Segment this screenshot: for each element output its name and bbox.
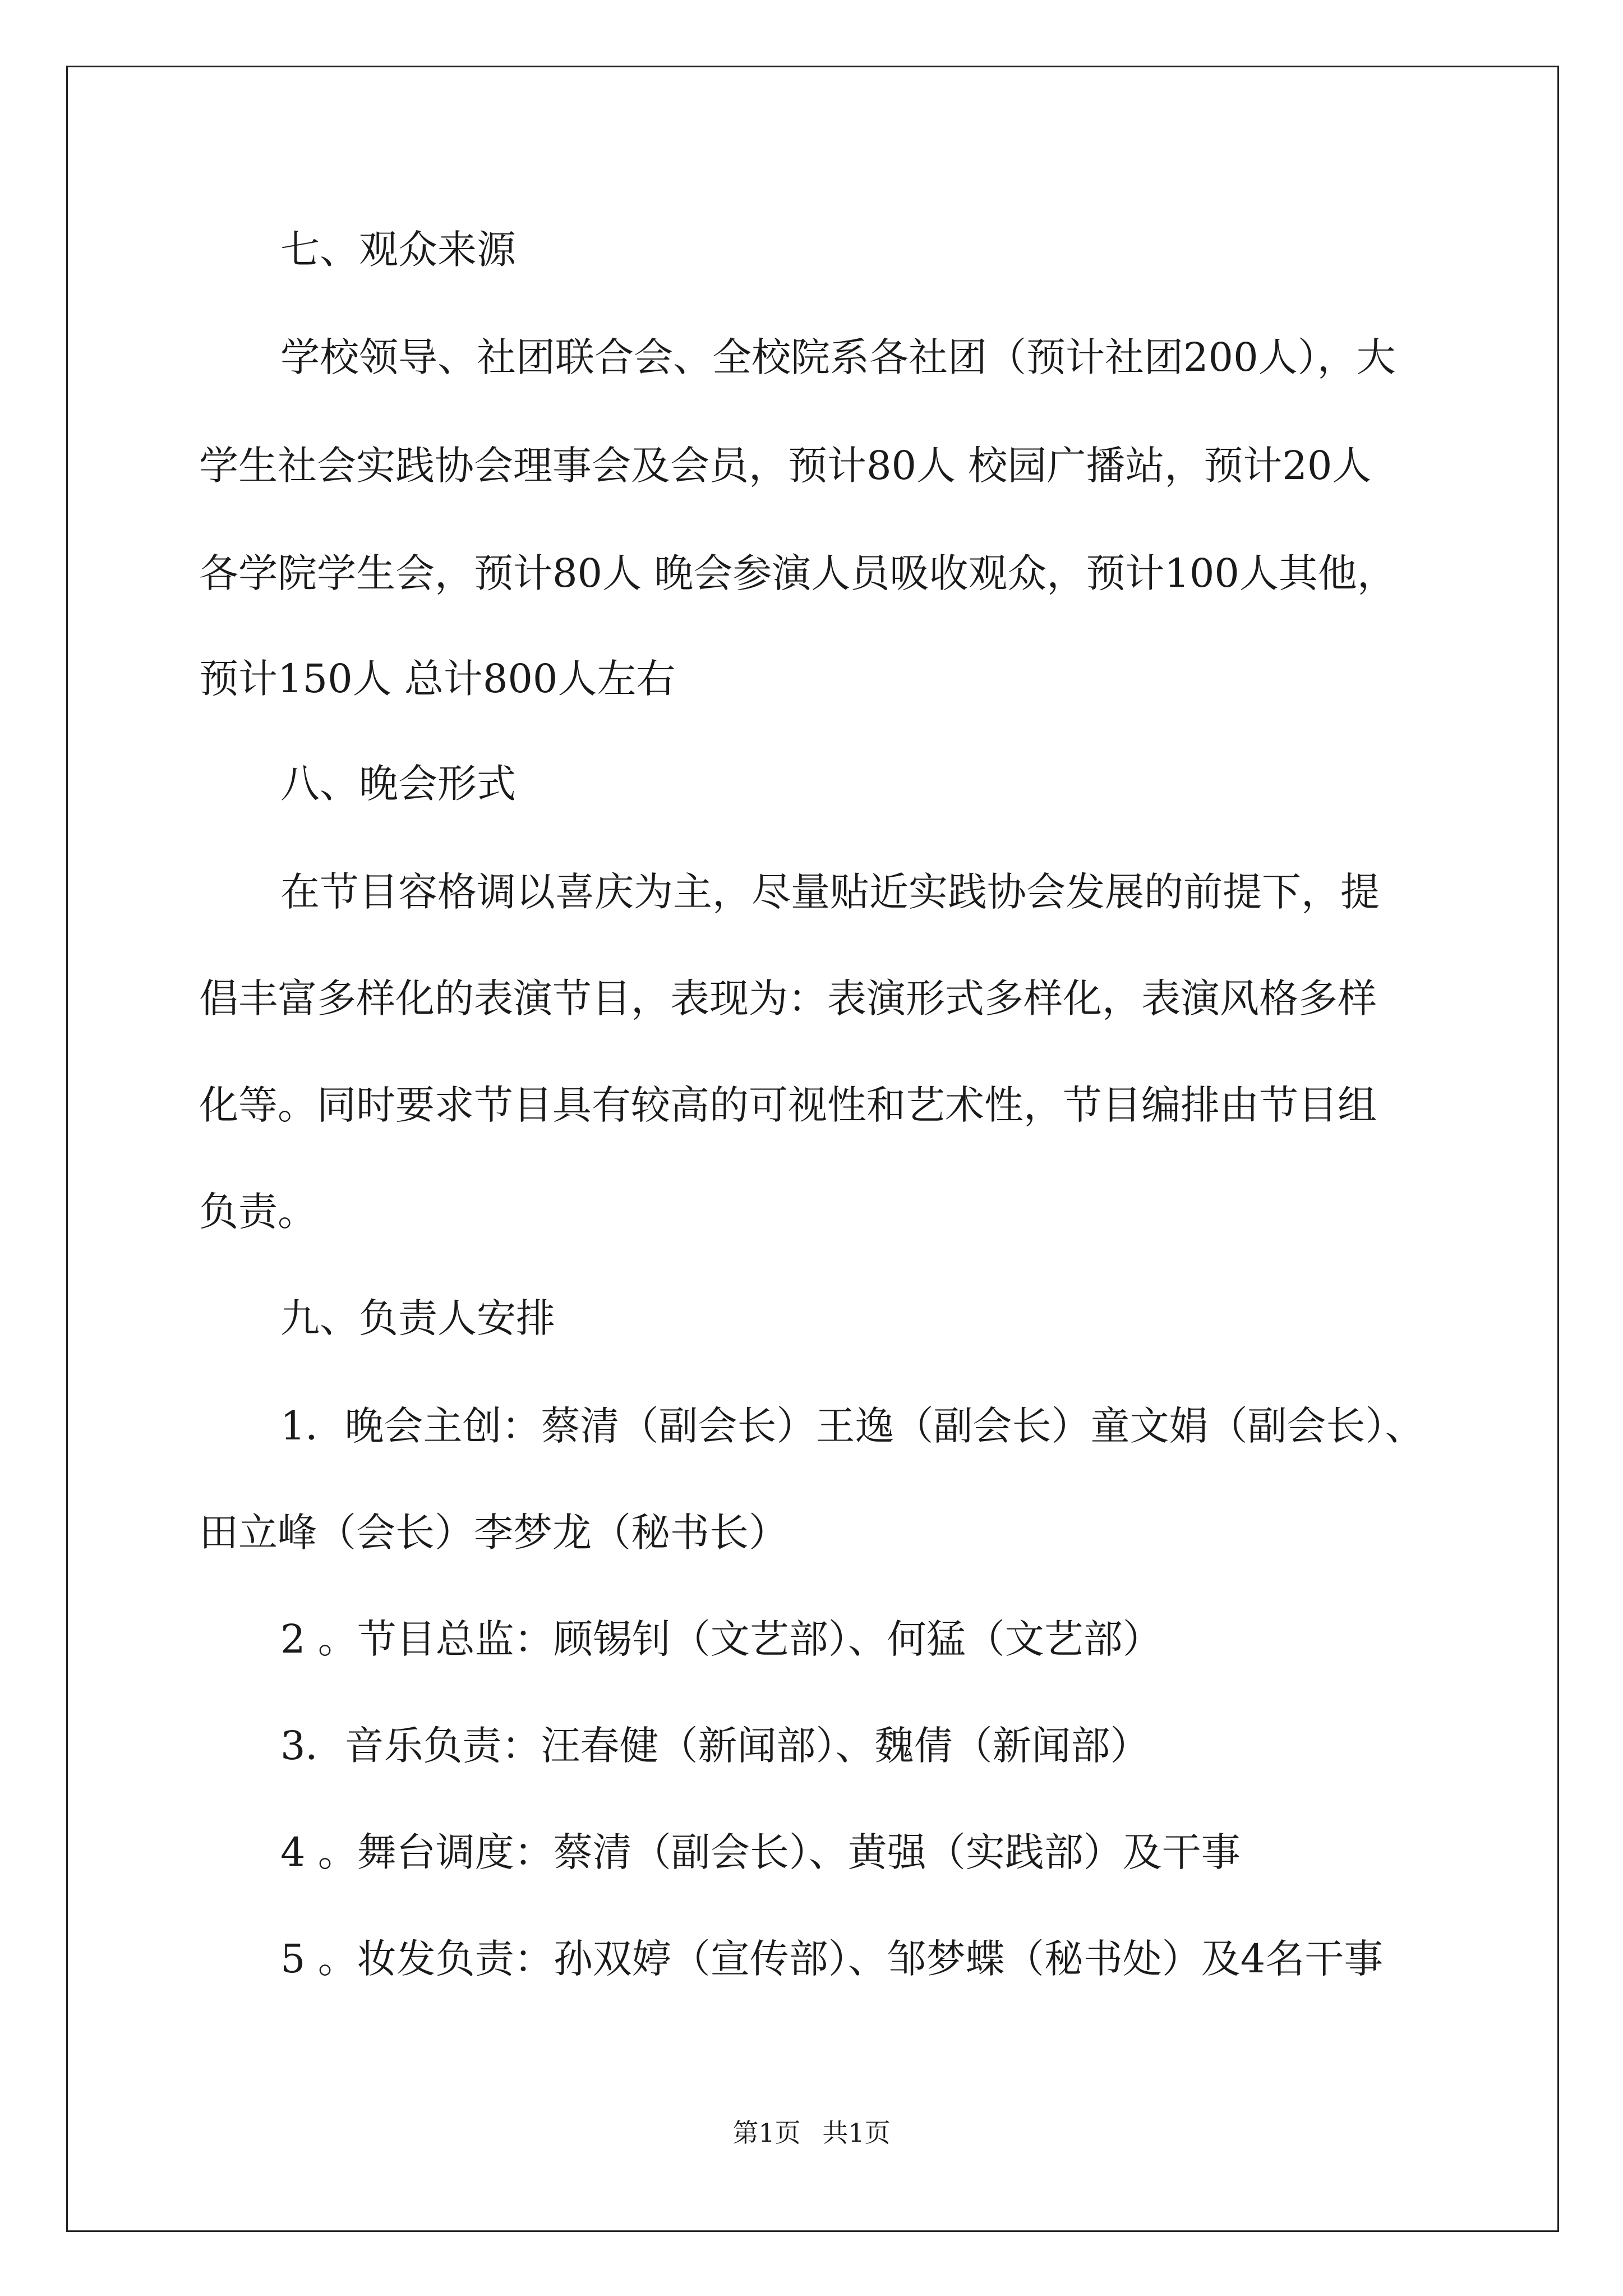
paragraph-line: 学校领导、社团联合会、全校院系各社团（预计社团200人），大 <box>280 334 1396 380</box>
paragraph-line: 在节目容格调以喜庆为主，尽量贴近实践协会发展的前提下，提 <box>280 869 1380 915</box>
page-number: 第1页 <box>732 2118 801 2148</box>
paragraph-line: 预计150人 总计800人左右 <box>199 656 676 702</box>
list-item-line: 4 。舞台调度：蔡清（副会长）、黄强（实践部）及干事 <box>280 1829 1241 1875</box>
page-footer <box>0 2116 1623 2150</box>
section-heading-format: 八、晚会形式 <box>280 761 516 807</box>
list-item-line: 3．音乐负责：汪春健（新闻部）、魏倩（新闻部） <box>280 1723 1150 1769</box>
paragraph-line: 负责。 <box>199 1189 317 1235</box>
page-border <box>66 66 1559 2232</box>
paragraph-line: 学生社会实践协会理事会及会员，预计80人 校园广播站，预计20人 <box>199 443 1372 489</box>
page-total: 共1页 <box>822 2118 891 2148</box>
list-item-line: 2 。节目总监：顾锡钊（文艺部）、何猛（文艺部） <box>280 1616 1162 1662</box>
paragraph-line: 化等。同时要求节目具有较高的可视性和艺术性，节目编排由节目组 <box>199 1082 1377 1128</box>
section-heading-staff: 九、负责人安排 <box>280 1295 555 1341</box>
list-item-line: 田立峰（会长）李梦龙（秘书长） <box>199 1510 788 1556</box>
paragraph-line: 各学院学生会，预计80人 晚会参演人员吸收观众，预计100人其他， <box>199 550 1396 596</box>
section-heading-audience: 七、观众来源 <box>280 227 516 273</box>
list-item-line: 1．晚会主创：蔡清（副会长）王逸（副会长）童文娟（副会长）、 <box>280 1403 1424 1449</box>
paragraph-line: 倡丰富多样化的表演节目，表现为：表演形式多样化，表演风格多样 <box>199 976 1377 1022</box>
list-item-line: 5 。妆发负责：孙双婷（宣传部）、邹梦蝶（秘书处）及4名干事 <box>280 1936 1384 1982</box>
